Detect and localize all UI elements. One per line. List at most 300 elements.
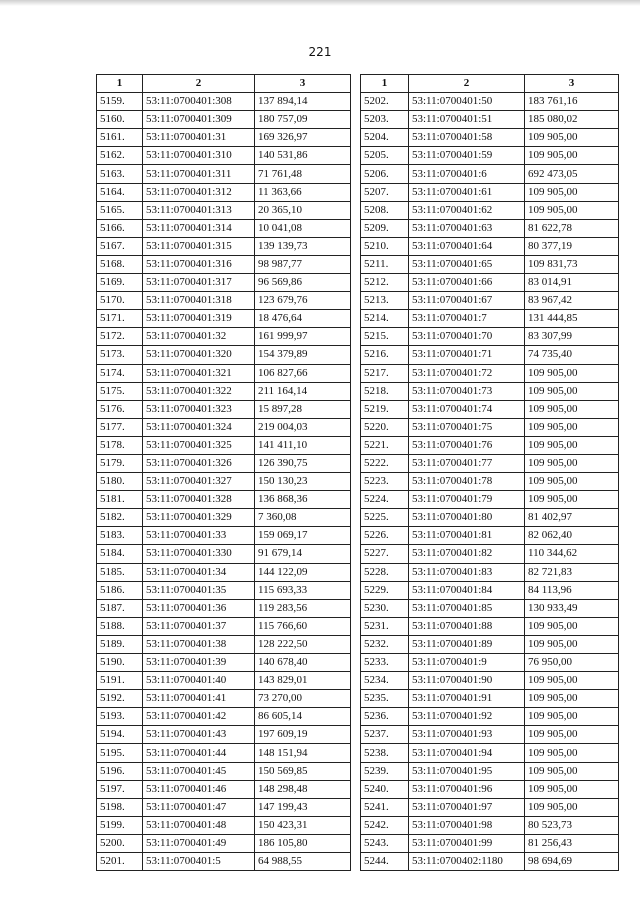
table-row — [361, 527, 619, 545]
table-row — [361, 346, 619, 364]
row-number: 5176. — [97, 400, 143, 418]
row-number: 5165. — [97, 201, 143, 219]
table-row — [361, 310, 619, 328]
row-number: 5215. — [361, 328, 409, 346]
row-number: 5238. — [361, 744, 409, 762]
cadastral-number: 53:11:0700401:79 — [409, 491, 525, 509]
row-number: 5240. — [361, 780, 409, 798]
cadastral-number: 53:11:0700401:82 — [409, 545, 525, 563]
cadastral-number: 53:11:0700401:80 — [409, 509, 525, 527]
table-row — [97, 834, 351, 852]
row-number: 5187. — [97, 599, 143, 617]
table-row — [361, 147, 619, 165]
cadastral-number: 53:11:0700401:91 — [409, 690, 525, 708]
cadastral-number: 53:11:0700401:327 — [143, 473, 255, 491]
cadastral-value: 148 298,48 — [255, 780, 351, 798]
row-number: 5160. — [97, 111, 143, 129]
col-header-number: 1 — [97, 75, 143, 93]
cadastral-value: 109 905,00 — [525, 382, 619, 400]
cadastral-number: 53:11:0700401:328 — [143, 491, 255, 509]
cadastral-number: 53:11:0700401:70 — [409, 328, 525, 346]
right-table — [360, 74, 619, 871]
cadastral-value: 15 897,28 — [255, 400, 351, 418]
left-table-body — [97, 93, 351, 871]
cadastral-value: 7 360,08 — [255, 509, 351, 527]
row-number: 5234. — [361, 672, 409, 690]
cadastral-value: 109 905,00 — [525, 364, 619, 382]
cadastral-number: 53:11:0700401:81 — [409, 527, 525, 545]
table-row — [97, 654, 351, 672]
row-number: 5229. — [361, 581, 409, 599]
cadastral-value: 144 122,09 — [255, 563, 351, 581]
table-row — [361, 473, 619, 491]
cadastral-number: 53:11:0700401:41 — [143, 690, 255, 708]
table-row — [361, 165, 619, 183]
row-number: 5173. — [97, 346, 143, 364]
table-row — [361, 491, 619, 509]
table-row — [97, 672, 351, 690]
table-row — [97, 201, 351, 219]
table-row — [361, 780, 619, 798]
row-number: 5202. — [361, 93, 409, 111]
cadastral-number: 53:11:0700401:44 — [143, 744, 255, 762]
row-number: 5230. — [361, 599, 409, 617]
table-row — [97, 382, 351, 400]
cadastral-value: 115 693,33 — [255, 581, 351, 599]
cadastral-value: 20 365,10 — [255, 201, 351, 219]
row-number: 5227. — [361, 545, 409, 563]
cadastral-value: 106 827,66 — [255, 364, 351, 382]
row-number: 5226. — [361, 527, 409, 545]
row-number: 5170. — [97, 292, 143, 310]
table-row — [361, 255, 619, 273]
cadastral-number: 53:11:0700401:78 — [409, 473, 525, 491]
row-number: 5219. — [361, 400, 409, 418]
table-row — [97, 509, 351, 527]
cadastral-value: 83 014,91 — [525, 274, 619, 292]
cadastral-number: 53:11:0700401:45 — [143, 762, 255, 780]
table-row — [361, 436, 619, 454]
cadastral-number: 53:11:0700401:42 — [143, 708, 255, 726]
cadastral-value: 185 080,02 — [525, 111, 619, 129]
cadastral-number: 53:11:0700401:98 — [409, 816, 525, 834]
row-number: 5223. — [361, 473, 409, 491]
cadastral-number: 53:11:0700401:40 — [143, 672, 255, 690]
cadastral-value: 76 950,00 — [525, 654, 619, 672]
cadastral-number: 53:11:0700401:90 — [409, 672, 525, 690]
table-row — [361, 382, 619, 400]
cadastral-value: 183 761,16 — [525, 93, 619, 111]
header-row — [361, 75, 619, 93]
table-row — [97, 436, 351, 454]
row-number: 5168. — [97, 255, 143, 273]
table-row — [97, 418, 351, 436]
table-row — [361, 201, 619, 219]
row-number: 5178. — [97, 436, 143, 454]
row-number: 5197. — [97, 780, 143, 798]
cadastral-value: 110 344,62 — [525, 545, 619, 563]
cadastral-value: 123 679,76 — [255, 292, 351, 310]
cadastral-number: 53:11:0700401:75 — [409, 418, 525, 436]
row-number: 5216. — [361, 346, 409, 364]
cadastral-value: 130 933,49 — [525, 599, 619, 617]
cadastral-number: 53:11:0700401:94 — [409, 744, 525, 762]
table-row — [361, 364, 619, 382]
table-row — [361, 418, 619, 436]
table-row — [97, 183, 351, 201]
row-number: 5228. — [361, 563, 409, 581]
table-row — [97, 690, 351, 708]
row-number: 5207. — [361, 183, 409, 201]
row-number: 5172. — [97, 328, 143, 346]
row-number: 5182. — [97, 509, 143, 527]
table-row — [97, 708, 351, 726]
cadastral-number: 53:11:0700401:50 — [409, 93, 525, 111]
table-row — [361, 635, 619, 653]
row-number: 5189. — [97, 635, 143, 653]
cadastral-number: 53:11:0700401:85 — [409, 599, 525, 617]
cadastral-number: 53:11:0700401:311 — [143, 165, 255, 183]
table-row — [361, 816, 619, 834]
row-number: 5224. — [361, 491, 409, 509]
cadastral-value: 109 905,00 — [525, 183, 619, 201]
left-table — [96, 74, 351, 871]
cadastral-value: 109 831,73 — [525, 255, 619, 273]
row-number: 5186. — [97, 581, 143, 599]
cadastral-value: 109 905,00 — [525, 418, 619, 436]
table-row — [361, 581, 619, 599]
cadastral-value: 141 411,10 — [255, 436, 351, 454]
cadastral-number: 53:11:0700401:321 — [143, 364, 255, 382]
cadastral-number: 53:11:0700401:9 — [409, 654, 525, 672]
row-number: 5166. — [97, 219, 143, 237]
cadastral-value: 74 735,40 — [525, 346, 619, 364]
row-number: 5188. — [97, 617, 143, 635]
cadastral-value: 109 905,00 — [525, 798, 619, 816]
table-row — [97, 237, 351, 255]
table-row — [361, 292, 619, 310]
table-row — [97, 129, 351, 147]
cadastral-number: 53:11:0700401:97 — [409, 798, 525, 816]
table-row — [361, 274, 619, 292]
row-number: 5236. — [361, 708, 409, 726]
cadastral-number: 53:11:0700401:6 — [409, 165, 525, 183]
cadastral-value: 137 894,14 — [255, 93, 351, 111]
row-number: 5231. — [361, 617, 409, 635]
row-number: 5169. — [97, 274, 143, 292]
table-row — [361, 762, 619, 780]
row-number: 5162. — [97, 147, 143, 165]
cadastral-number: 53:11:0700401:76 — [409, 436, 525, 454]
cadastral-number: 53:11:0700401:47 — [143, 798, 255, 816]
row-number: 5217. — [361, 364, 409, 382]
cadastral-number: 53:11:0700402:1180 — [409, 853, 525, 871]
cadastral-value: 109 905,00 — [525, 129, 619, 147]
cadastral-number: 53:11:0700401:84 — [409, 581, 525, 599]
row-number: 5167. — [97, 237, 143, 255]
row-number: 5210. — [361, 237, 409, 255]
table-row — [97, 744, 351, 762]
cadastral-number: 53:11:0700401:51 — [409, 111, 525, 129]
row-number: 5218. — [361, 382, 409, 400]
cadastral-number: 53:11:0700401:71 — [409, 346, 525, 364]
cadastral-number: 53:11:0700401:315 — [143, 237, 255, 255]
cadastral-number: 53:11:0700401:96 — [409, 780, 525, 798]
cadastral-number: 53:11:0700401:61 — [409, 183, 525, 201]
cadastral-value: 128 222,50 — [255, 635, 351, 653]
table-row — [361, 400, 619, 418]
row-number: 5192. — [97, 690, 143, 708]
cadastral-value: 109 905,00 — [525, 708, 619, 726]
cadastral-number: 53:11:0700401:72 — [409, 364, 525, 382]
row-number: 5213. — [361, 292, 409, 310]
row-number: 5235. — [361, 690, 409, 708]
scan-edge — [0, 0, 640, 6]
col-header-cadastral: 2 — [409, 75, 525, 93]
cadastral-value: 148 151,94 — [255, 744, 351, 762]
row-number: 5185. — [97, 563, 143, 581]
cadastral-number: 53:11:0700401:32 — [143, 328, 255, 346]
table-row — [361, 672, 619, 690]
cadastral-value: 83 967,42 — [525, 292, 619, 310]
row-number: 5233. — [361, 654, 409, 672]
cadastral-number: 53:11:0700401:99 — [409, 834, 525, 852]
table-row — [97, 165, 351, 183]
page-number: 221 — [308, 45, 332, 59]
col-header-cadastral: 2 — [143, 75, 255, 93]
row-number: 5183. — [97, 527, 143, 545]
cadastral-value: 197 609,19 — [255, 726, 351, 744]
row-number: 5179. — [97, 454, 143, 472]
row-number: 5214. — [361, 310, 409, 328]
table-row — [361, 454, 619, 472]
cadastral-number: 53:11:0700401:329 — [143, 509, 255, 527]
cadastral-value: 109 905,00 — [525, 201, 619, 219]
row-number: 5200. — [97, 834, 143, 852]
cadastral-number: 53:11:0700401:95 — [409, 762, 525, 780]
cadastral-number: 53:11:0700401:322 — [143, 382, 255, 400]
table-row — [361, 93, 619, 111]
row-number: 5220. — [361, 418, 409, 436]
cadastral-value: 96 569,86 — [255, 274, 351, 292]
cadastral-value: 109 905,00 — [525, 400, 619, 418]
cadastral-value: 169 326,97 — [255, 129, 351, 147]
cadastral-number: 53:11:0700401:319 — [143, 310, 255, 328]
row-number: 5180. — [97, 473, 143, 491]
row-number: 5196. — [97, 762, 143, 780]
cadastral-number: 53:11:0700401:89 — [409, 635, 525, 653]
cadastral-value: 80 377,19 — [525, 237, 619, 255]
table-row — [361, 545, 619, 563]
row-number: 5211. — [361, 255, 409, 273]
table-row — [361, 708, 619, 726]
row-number: 5199. — [97, 816, 143, 834]
cadastral-value: 126 390,75 — [255, 454, 351, 472]
cadastral-number: 53:11:0700401:33 — [143, 527, 255, 545]
cadastral-number: 53:11:0700401:326 — [143, 454, 255, 472]
cadastral-value: 161 999,97 — [255, 328, 351, 346]
cadastral-value: 109 905,00 — [525, 473, 619, 491]
table-row — [97, 581, 351, 599]
row-number: 5181. — [97, 491, 143, 509]
cadastral-number: 53:11:0700401:36 — [143, 599, 255, 617]
cadastral-number: 53:11:0700401:49 — [143, 834, 255, 852]
cadastral-number: 53:11:0700401:63 — [409, 219, 525, 237]
table-row — [361, 853, 619, 871]
row-number: 5208. — [361, 201, 409, 219]
cadastral-number: 53:11:0700401:34 — [143, 563, 255, 581]
row-number: 5203. — [361, 111, 409, 129]
cadastral-number: 53:11:0700401:48 — [143, 816, 255, 834]
table-row — [97, 111, 351, 129]
row-number: 5221. — [361, 436, 409, 454]
row-number: 5191. — [97, 672, 143, 690]
table-row — [97, 346, 351, 364]
cadastral-value: 109 905,00 — [525, 726, 619, 744]
table-row — [97, 780, 351, 798]
row-number: 5232. — [361, 635, 409, 653]
row-number: 5163. — [97, 165, 143, 183]
cadastral-value: 10 041,08 — [255, 219, 351, 237]
cadastral-value: 64 988,55 — [255, 853, 351, 871]
cadastral-value: 143 829,01 — [255, 672, 351, 690]
row-number: 5209. — [361, 219, 409, 237]
table-row — [97, 454, 351, 472]
table-row — [361, 183, 619, 201]
cadastral-number: 53:11:0700401:313 — [143, 201, 255, 219]
row-number: 5193. — [97, 708, 143, 726]
cadastral-value: 109 905,00 — [525, 780, 619, 798]
cadastral-number: 53:11:0700401:5 — [143, 853, 255, 871]
table-row — [361, 111, 619, 129]
table-row — [97, 328, 351, 346]
row-number: 5243. — [361, 834, 409, 852]
cadastral-value: 219 004,03 — [255, 418, 351, 436]
cadastral-value: 109 905,00 — [525, 744, 619, 762]
cadastral-number: 53:11:0700401:312 — [143, 183, 255, 201]
cadastral-number: 53:11:0700401:92 — [409, 708, 525, 726]
cadastral-value: 18 476,64 — [255, 310, 351, 328]
right-table-body — [361, 93, 619, 871]
table-row — [97, 853, 351, 871]
table-row — [97, 816, 351, 834]
cadastral-value: 109 905,00 — [525, 672, 619, 690]
row-number: 5237. — [361, 726, 409, 744]
table-row — [97, 473, 351, 491]
row-number: 5184. — [97, 545, 143, 563]
cadastral-number: 53:11:0700401:323 — [143, 400, 255, 418]
table-row — [361, 834, 619, 852]
row-number: 5204. — [361, 129, 409, 147]
cadastral-value: 81 622,78 — [525, 219, 619, 237]
cadastral-number: 53:11:0700401:325 — [143, 436, 255, 454]
cadastral-value: 109 905,00 — [525, 762, 619, 780]
table-row — [97, 599, 351, 617]
table-row — [361, 129, 619, 147]
cadastral-value: 82 721,83 — [525, 563, 619, 581]
table-row — [361, 617, 619, 635]
cadastral-number: 53:11:0700401:59 — [409, 147, 525, 165]
cadastral-number: 53:11:0700401:58 — [409, 129, 525, 147]
table-row — [97, 310, 351, 328]
cadastral-number: 53:11:0700401:314 — [143, 219, 255, 237]
table-row — [97, 93, 351, 111]
row-number: 5198. — [97, 798, 143, 816]
cadastral-number: 53:11:0700401:62 — [409, 201, 525, 219]
table-row — [361, 798, 619, 816]
row-number: 5190. — [97, 654, 143, 672]
cadastral-value: 140 678,40 — [255, 654, 351, 672]
cadastral-number: 53:11:0700401:66 — [409, 274, 525, 292]
row-number: 5195. — [97, 744, 143, 762]
cadastral-number: 53:11:0700401:39 — [143, 654, 255, 672]
cadastral-number: 53:11:0700401:43 — [143, 726, 255, 744]
table-row — [361, 328, 619, 346]
cadastral-number: 53:11:0700401:7 — [409, 310, 525, 328]
cadastral-number: 53:11:0700401:67 — [409, 292, 525, 310]
cadastral-value: 131 444,85 — [525, 310, 619, 328]
table-row — [361, 654, 619, 672]
cadastral-number: 53:11:0700401:38 — [143, 635, 255, 653]
cadastral-number: 53:11:0700401:308 — [143, 93, 255, 111]
cadastral-value: 140 531,86 — [255, 147, 351, 165]
table-row — [97, 400, 351, 418]
cadastral-value: 109 905,00 — [525, 491, 619, 509]
cadastral-value: 211 164,14 — [255, 382, 351, 400]
cadastral-value: 109 905,00 — [525, 436, 619, 454]
cadastral-value: 109 905,00 — [525, 454, 619, 472]
cadastral-number: 53:11:0700401:318 — [143, 292, 255, 310]
table-row — [97, 274, 351, 292]
row-number: 5242. — [361, 816, 409, 834]
row-number: 5175. — [97, 382, 143, 400]
table-row — [97, 491, 351, 509]
row-number: 5244. — [361, 853, 409, 871]
cadastral-value: 186 105,80 — [255, 834, 351, 852]
row-number: 5239. — [361, 762, 409, 780]
cadastral-number: 53:11:0700401:324 — [143, 418, 255, 436]
cadastral-value: 81 256,43 — [525, 834, 619, 852]
cadastral-value: 150 569,85 — [255, 762, 351, 780]
cadastral-number: 53:11:0700401:320 — [143, 346, 255, 364]
row-number: 5164. — [97, 183, 143, 201]
row-number: 5201. — [97, 853, 143, 871]
table-row — [97, 147, 351, 165]
cadastral-number: 53:11:0700401:37 — [143, 617, 255, 635]
table-row — [97, 563, 351, 581]
cadastral-number: 53:11:0700401:46 — [143, 780, 255, 798]
table-row — [361, 509, 619, 527]
cadastral-value: 115 766,60 — [255, 617, 351, 635]
row-number: 5205. — [361, 147, 409, 165]
table-row — [361, 563, 619, 581]
table-row — [97, 635, 351, 653]
cadastral-value: 150 423,31 — [255, 816, 351, 834]
cadastral-value: 154 379,89 — [255, 346, 351, 364]
table-row — [97, 527, 351, 545]
cadastral-value: 81 402,97 — [525, 509, 619, 527]
cadastral-value: 109 905,00 — [525, 617, 619, 635]
table-row — [97, 798, 351, 816]
cadastral-value: 150 130,23 — [255, 473, 351, 491]
table-row — [97, 255, 351, 273]
row-number: 5194. — [97, 726, 143, 744]
cadastral-value: 71 761,48 — [255, 165, 351, 183]
col-header-value: 3 — [255, 75, 351, 93]
cadastral-value: 73 270,00 — [255, 690, 351, 708]
cadastral-value: 180 757,09 — [255, 111, 351, 129]
cadastral-value: 86 605,14 — [255, 708, 351, 726]
